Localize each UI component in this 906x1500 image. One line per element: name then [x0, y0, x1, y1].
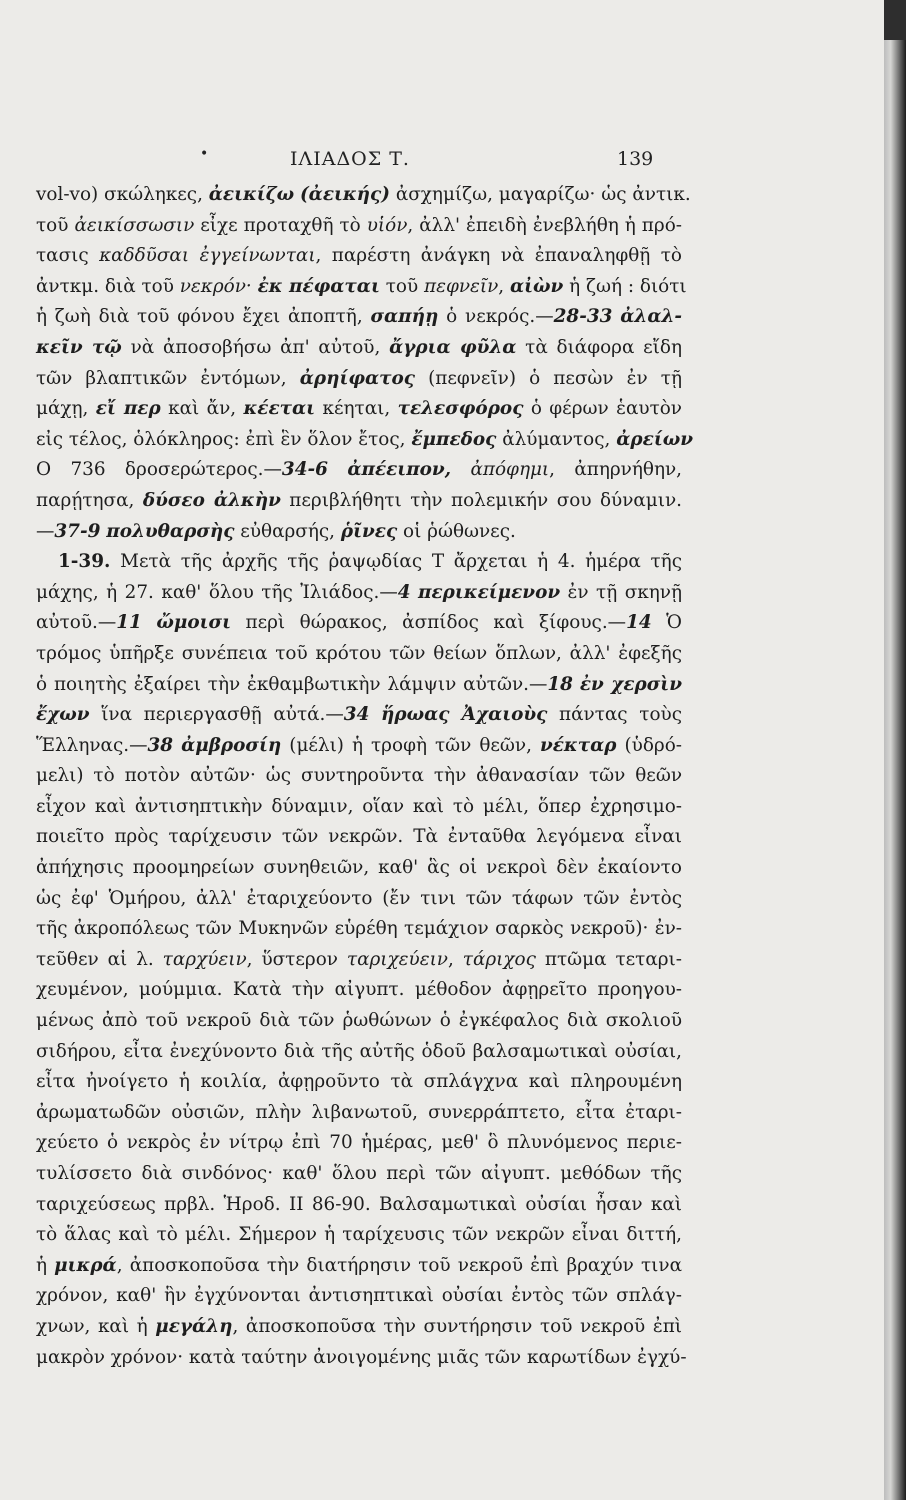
text-span: vol-vo) σκώληκες, [36, 184, 209, 205]
text-line [36, 517, 682, 548]
text-span: τὸ ἅλας καὶ τὸ μέλι. Σήμερον ἡ ταρίχευσις τῶν νεκρῶν εἶναι διττή, [36, 1224, 682, 1246]
text-span: χεύετο ὁ νεκρὸς ἐν νίτρῳ ἐπὶ 70 ἡμέρας, μεθ' ὃ πλυνόμενος περιε- [36, 1132, 682, 1154]
text-span [411, 582, 418, 603]
text-span: τοῦ [379, 275, 424, 297]
bold-term: κεῖν τῷ [36, 336, 122, 358]
bold-term: ἀεικίζω [208, 184, 295, 205]
text-line [36, 945, 682, 976]
text-line [36, 731, 682, 762]
text-line [36, 486, 682, 517]
text-span [142, 612, 157, 633]
text-span: τυλίσσετο διὰ σινδόνος· καθ' ὅλου περὶ τῶν αἰγυπτ. μεθόδων τῆς [36, 1163, 682, 1184]
text-span: ὁ φέρων ἑαυτὸν [523, 398, 682, 420]
text-line [36, 1251, 682, 1282]
text-span: τὰ διάφορα εἴδη [516, 336, 682, 358]
bold-term: αἰὼν [509, 275, 564, 297]
italic-term: πεφνεῖν [423, 275, 499, 297]
text-span: , [447, 948, 463, 970]
bold-term: 4 [397, 581, 411, 603]
italic-term: ταρχύειν [162, 948, 247, 970]
text-span: ἐν τῇ σκηνῇ [560, 581, 682, 603]
text-line [36, 547, 682, 578]
text-span: (πεφνεῖν) ὁ πεσὼν ἐν τῇ [415, 367, 682, 389]
text-line [36, 1006, 682, 1037]
text-span: , ἀποσκοποῦσα τὴν συντήρησιν τοῦ νεκροῦ ἐπὶ [232, 1315, 682, 1337]
text-span: , παρέστη ἀνάγκη νὰ ἐπαναληφθῇ τὸ [315, 245, 682, 267]
text-line [36, 792, 682, 823]
text-span: χρόνον, καθ' ἣν ἐγχύνονται ἀντισηπτικαὶ οὐσίαι ἐντὸς τῶν σπλάγ- [36, 1285, 682, 1307]
text-span: ποιεῖτο πρὸς ταρίχευσιν τῶν νεκρῶν. Τὰ ἐνταῦθα λεγόμενα εἶναι [36, 826, 682, 848]
text-line [36, 302, 682, 333]
italic-term: ἀπόφημι [470, 459, 550, 481]
text-line [36, 333, 682, 364]
text-line [36, 1190, 682, 1221]
text-span: Μετὰ τῆς ἀρχῆς τῆς ῥαψῳδίας Τ ἄρχεται ἡ 4. ἡμέρα τῆς [110, 551, 682, 573]
text-span: σιδήρου, εἶτα ἐνεχύνοντο διὰ τῆς αὐτῆς ὁδοῦ βαλσαμωτικαὶ οὐσίαι, [36, 1040, 682, 1062]
text-span: μελι) τὸ ποτὸν αὐτῶν· ὡς συντηροῦντα τὴν ἀθανασίαν τῶν θεῶν [36, 765, 682, 787]
text-span: , ὕστερον [246, 948, 347, 970]
text-line [36, 272, 687, 303]
text-line [36, 578, 682, 609]
text-line [36, 1220, 682, 1251]
text-span: Ὁ [651, 612, 682, 634]
text-span: ὡς ἐφ' Ὁμήρου, ἀλλ' ἐταριχεύοντο (ἔν τινι τῶν τάφων τῶν ἐντὸς [36, 887, 682, 909]
text-span: πτῶμα τεταρι- [535, 948, 682, 970]
text-span: οἱ ῥώθωνες. [397, 520, 516, 542]
text-span: εὐθαρσής, [234, 520, 341, 542]
text-line [36, 1312, 682, 1343]
bold-term: τελεσφόρος [397, 398, 524, 420]
text-span: κέηται, [315, 398, 398, 420]
text-line [36, 241, 682, 272]
text-span: ἡ [36, 1254, 55, 1276]
bold-term: ἀπέειπον, [347, 459, 452, 481]
bold-term: ἔχων [36, 704, 90, 726]
bold-term: εἴ περ [95, 398, 161, 420]
italic-term: υἱόν [366, 214, 408, 236]
text-span: , ἀλλ' ἐπειδὴ ἐνεβλήθη ἡ πρό- [407, 214, 682, 236]
bold-term: ἥρωας Ἀχαιοὺς [381, 704, 548, 726]
bold-term: 38 [147, 734, 174, 756]
bold-term: περικείμενον [418, 581, 561, 603]
italic-term: τάριχος [462, 948, 536, 970]
text-span: , [498, 275, 510, 297]
running-title: ΙΛΙΑΔΟΣ Τ. [290, 148, 410, 170]
text-span [369, 704, 381, 725]
bold-term: 14 [626, 612, 652, 634]
text-span: τοῦ [36, 214, 75, 236]
text-line [36, 1343, 687, 1374]
bold-term: μικρά [54, 1254, 117, 1276]
text-span: τασις [36, 245, 100, 267]
bold-term: σαπήῃ [370, 306, 439, 328]
text-span [328, 459, 347, 480]
italic-term: καδδῦσαι ἐγγείνωνται [99, 245, 316, 267]
text-line [36, 211, 682, 242]
bold-term: 11 [116, 612, 142, 634]
text-span: μάχης, ἡ 27. καθ' ὅλου τῆς Ἰλιάδος.— [36, 581, 398, 603]
text-line [36, 822, 682, 853]
text-span: ἀπήχησις προομηρείων συνηθειῶν, καθ' ἃς οἱ νεκροὶ δὲν ἐκαίοντο [36, 857, 682, 879]
text-span: ἵνα περιεργασθῇ αὐτά.— [89, 704, 344, 726]
text-span: ἡ ζωὴ διὰ τοῦ φόνου ἔχει ἀποπτῆ, [36, 306, 371, 328]
text-span: τεῦθεν αἱ λ. [36, 948, 163, 970]
text-span [573, 674, 580, 695]
bold-term: ὤμοισι [156, 612, 231, 634]
text-span: (μέλι) ἡ τροφὴ τῶν θεῶν, [281, 734, 540, 756]
text-span: νὰ ἀποσοβήσω ἀπ' αὐτοῦ, [121, 336, 390, 358]
running-header [0, 148, 884, 178]
text-span: τῆς ἀκροπόλεως τῶν Μυκηνῶν εὑρέθη τεμάχιον σαρκὸς νεκροῦ)· ἐν- [36, 918, 682, 940]
text-line [36, 853, 682, 884]
bold-term: ἀρείων [616, 428, 693, 450]
bold-term: ἀρηίφατος [299, 367, 415, 389]
text-line [36, 1037, 682, 1068]
text-span: αὐτοῦ.— [36, 612, 117, 634]
text-line [36, 455, 682, 486]
text-span: μακρὸν χρόνον· κατὰ ταύτην ἀνοιγομένης μιᾶς τῶν καρωτίδων ἐγχύ- [36, 1346, 687, 1368]
bold-term: 34-6 [281, 459, 328, 481]
bold-term: δύσεο ἀλκὴν [142, 489, 281, 511]
bullet-mark: • [200, 146, 209, 162]
text-span: ἀλύμαντος, [496, 428, 617, 450]
bold-term: ἄγρια φῦλα [389, 336, 517, 358]
text-span: εἶχε προταχθῆ τὸ [194, 214, 367, 236]
text-span [451, 459, 470, 480]
italic-term: νεκρόν· [179, 275, 252, 297]
text-span: ἡ ζωή : διότι [563, 275, 687, 297]
text-line [36, 180, 691, 211]
text-span: ἀντκμ. διὰ τοῦ [36, 275, 180, 297]
bold-term: (ἀεικής) [299, 184, 390, 205]
text-span: εἰς τέλος, ὁλόκληρος: ἐπὶ ἓν ὅλον ἔτος, [36, 428, 412, 450]
bold-term: 34 [343, 704, 370, 726]
bold-term: ἐν χερσὶν [579, 673, 682, 695]
bold-term: ἐκ πέφαται [257, 275, 380, 297]
bold-term: ἀλαλ- [620, 306, 682, 328]
bold-term: ἀμβροσίη [181, 734, 282, 756]
text-line [36, 394, 682, 425]
text-span: εἶτα ἠνοίγετο ἡ κοιλία, ἀφῃροῦντο τὰ σπλάγχνα καὶ πληρουμένη [36, 1071, 682, 1093]
text-span: — [36, 520, 55, 542]
text-line [36, 1159, 682, 1190]
bold-term: πολυθαρσὴς [106, 520, 235, 542]
bold-term: κέεται [243, 398, 316, 420]
commentary-text [36, 180, 693, 1373]
text-span: , ἀπηρνήθην, [549, 459, 682, 481]
text-line [36, 914, 682, 945]
text-span: ἀσχημίζω, μαγαρίζω· ὡς ἀντικ. [389, 184, 691, 205]
text-span: ὁ νεκρός.— [438, 306, 554, 328]
text-line [36, 761, 682, 792]
text-line [36, 639, 682, 670]
page-edge-shadow [884, 40, 906, 1500]
bold-term: ῥῖνες [340, 520, 398, 542]
bold-term: ἔμπεδος [411, 428, 497, 450]
text-line [36, 364, 682, 395]
text-span: (ὑδρό- [616, 734, 682, 756]
text-span: περὶ θώρακος, ἀσπίδος καὶ ξίφους.— [230, 612, 627, 634]
section-number: 1-39. [58, 551, 111, 573]
text-span: χευμένον, μούμμια. Κατὰ τὴν αἰγυπτ. μέθοδον ἀφῃρεῖτο προηγου- [36, 979, 682, 1001]
text-span: ὁ ποιητὴς ἐξαίρει τὴν ἐκθαμβωτικὴν λάμψιν αὐτῶν.— [36, 673, 548, 695]
text-span [173, 735, 181, 756]
text-span: Ἕλληνας.— [36, 734, 148, 756]
text-span: τῶν βλαπτικῶν ἐντόμων, [36, 367, 300, 389]
bold-term: 18 [547, 673, 573, 695]
text-line [36, 1281, 682, 1312]
text-span: τρόμος ὑπῆρξε συνέπεια τοῦ κρότου τῶν θείων ὅπλων, ἀλλ' ἐφεξῆς [36, 642, 682, 664]
text-line [36, 425, 693, 456]
text-span: χνων, καὶ ἡ [36, 1315, 156, 1337]
text-span: ἀρωματωδῶν οὐσιῶν, πλὴν λιβανωτοῦ, συνερράπτετο, εἶτα ἐταρι- [36, 1101, 682, 1123]
text-line [36, 670, 682, 701]
text-line [36, 884, 682, 915]
italic-term: ταριχεύειν [346, 948, 448, 970]
bold-term: 37-9 [54, 520, 101, 542]
text-line [36, 608, 682, 639]
page-number: 139 [617, 148, 654, 170]
text-span: Ο 736 δροσερώτερος.— [36, 459, 282, 481]
text-span: , ἀποσκοποῦσα τὴν διατήρησιν τοῦ νεκροῦ ἐπὶ βραχύν τινα [116, 1254, 682, 1276]
text-span: καὶ ἄν, [160, 398, 244, 420]
text-span: ταριχεύσεως πρβλ. Ἡροδ. II 86-90. Βαλσαμωτικαὶ οὐσίαι ἦσαν καὶ [36, 1193, 682, 1215]
text-span: παρῄτησα, [36, 489, 143, 511]
bold-term: νέκταρ [539, 734, 617, 756]
text-span: μάχῃ, [36, 398, 96, 420]
bold-term: μεγάλη [155, 1315, 233, 1337]
text-span: μένως ἀπὸ τοῦ νεκροῦ διὰ τῶν ῥωθώνων ὁ ἐγκέφαλος διὰ σκολιοῦ [36, 1010, 682, 1032]
italic-term: ἀεικίσσωσιν [74, 214, 195, 236]
text-span: εἶχον καὶ ἀντισηπτικὴν δύναμιν, οἵαν καὶ τὸ μέλι, ὅπερ ἐχρησιμο- [36, 795, 682, 817]
text-span: πάντας τοὺς [547, 704, 682, 726]
text-line [36, 975, 682, 1006]
text-line [36, 1098, 682, 1129]
text-line [36, 700, 682, 731]
text-line [36, 1128, 682, 1159]
bold-term: 28-33 [553, 306, 613, 328]
text-line [36, 1067, 682, 1098]
text-span: περιβλήθητι τὴν πολεμικήν σου δύναμιν. [280, 489, 682, 511]
